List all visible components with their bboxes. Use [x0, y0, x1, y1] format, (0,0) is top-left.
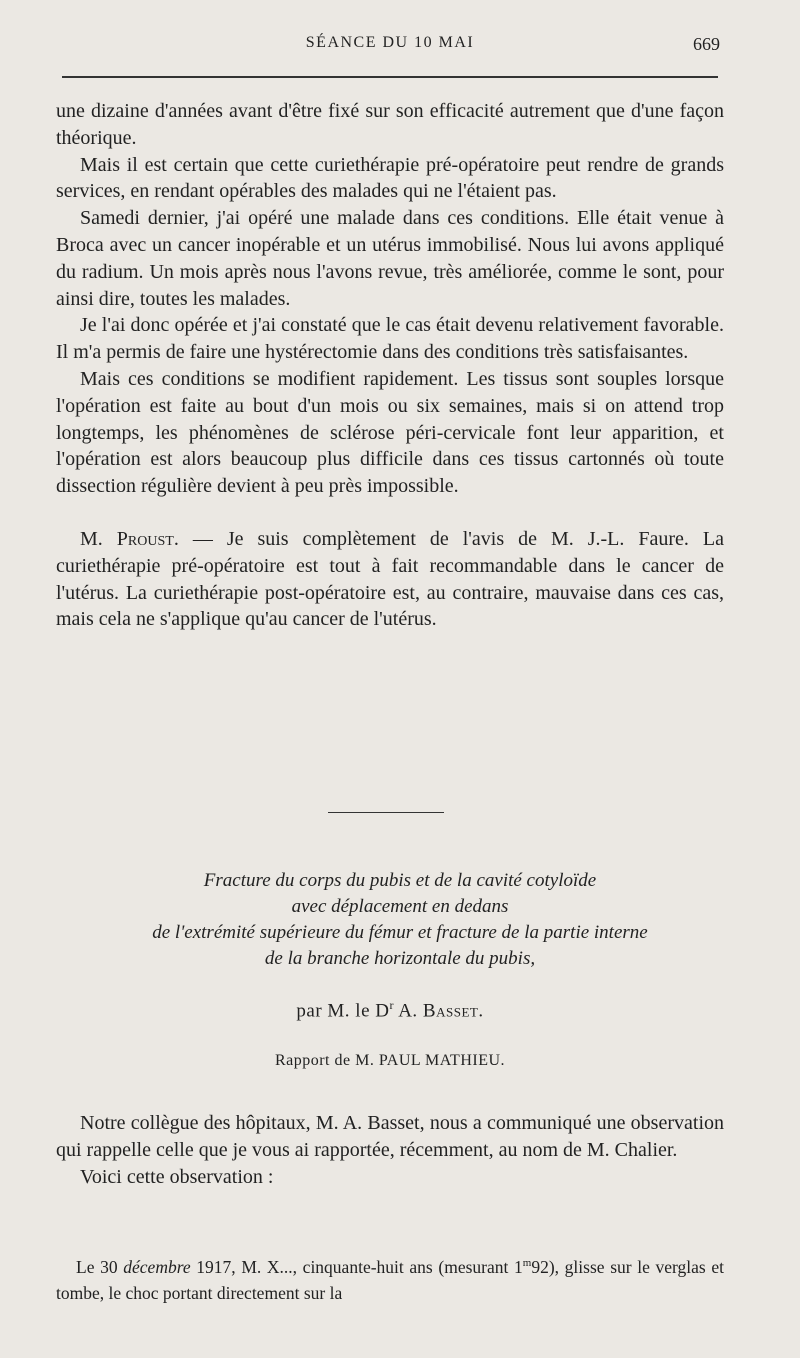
speech-paragraph [56, 526, 724, 633]
article-author [0, 998, 780, 1022]
observation-text [56, 1250, 724, 1306]
report-text [56, 1110, 724, 1190]
author-name: A. Basset. [394, 1000, 484, 1022]
obs-text: 1917, M. X..., cinquante-huit ans (mesurant 1 [190, 1256, 523, 1277]
paragraph: Voici cette observation : [80, 1165, 274, 1188]
author-prefix: par M. le D [296, 1000, 390, 1022]
speaker-prefix: M. [80, 527, 103, 550]
page-number: 669 [693, 34, 720, 54]
paragraph: une dizaine d'années avant d'être fixé sur son efficacité autrement que d'une façon théorique. [56, 100, 724, 149]
report-line: Rapport de M. PAUL MATHIEU. [274, 1052, 506, 1069]
main-text [56, 98, 724, 633]
title-line: de l'extrémité supérieure du fémur et fracture de la partie interne [152, 922, 648, 943]
page-header [60, 34, 720, 64]
obs-text: Le 30 [76, 1256, 124, 1277]
obs-height: 92 [531, 1256, 549, 1277]
header-rule [62, 76, 718, 78]
obs-month: décembre [123, 1256, 191, 1277]
paragraph: Mais ces conditions se modifient rapidement. Les tissus sont souples lorsque l'opération est faite au bout d'un mois ou six semaines, mais si on attend trop longtemps, les phénomènes de sclérose péri-cervicale font leur apparition, et l'opération est alors beaucoup plus difficile dans ces tissus cartonnés où toute dissection régulière devient à peu près impossible. [56, 367, 724, 498]
paragraph: Notre collègue des hôpitaux, M. A. Basset, nous a communiqué une observation qui rappelle celle que je vous ai rapportée, récemment, au nom de M. Chalier. [56, 1112, 724, 1161]
speaker-name: Proust. [116, 527, 179, 550]
speech-text: — Je suis complètement de l'avis de M. J.-L. Faure. La curiethérapie pré-opératoire est tout à fait recommandable dans le cancer de l'utérus. La curiethérapie post-opératoire est, au contraire, mauvaise dans ces cas, mais cela ne s'applique qu'au cancer de l'utérus. [56, 527, 725, 631]
section-separator [328, 812, 444, 813]
author-sup: r [389, 998, 394, 1012]
observation-paragraph [56, 1250, 724, 1306]
paragraph: Samedi dernier, j'ai opéré une malade dans ces conditions. Elle était venue à Broca avec un cancer inopérable et un utérus immobilisé. Nous lui avons appliqué du radium. Un mois après nous l'avons revue, très améliorée, comme le sont, pour ainsi dire, toutes les malades. [56, 207, 724, 310]
article-title [40, 868, 760, 972]
title-line: de la branche horizontale du pubis, [264, 948, 536, 969]
title-line: avec déplacement en dedans [291, 896, 509, 917]
obs-text: ), glisse sur le verglas et tombe, le choc portant directement sur la [56, 1256, 725, 1303]
paragraph: Je l'ai donc opérée et j'ai constaté que le cas était devenu relativement favorable. Il m'a permis de faire une hystérectomie dans des conditions très satisfaisantes. [56, 314, 724, 364]
title-line: Fracture du corps du pubis et de la cavité cotyloïde [203, 870, 597, 891]
paragraph: Mais il est certain que cette curiethérapie pré-opératoire peut rendre de grands services, en rendant opérables des malades qui ne l'étaient pas. [56, 153, 724, 203]
obs-unit: m [522, 1257, 532, 1269]
running-title: SÉANCE DU 10 MAI [305, 34, 475, 51]
